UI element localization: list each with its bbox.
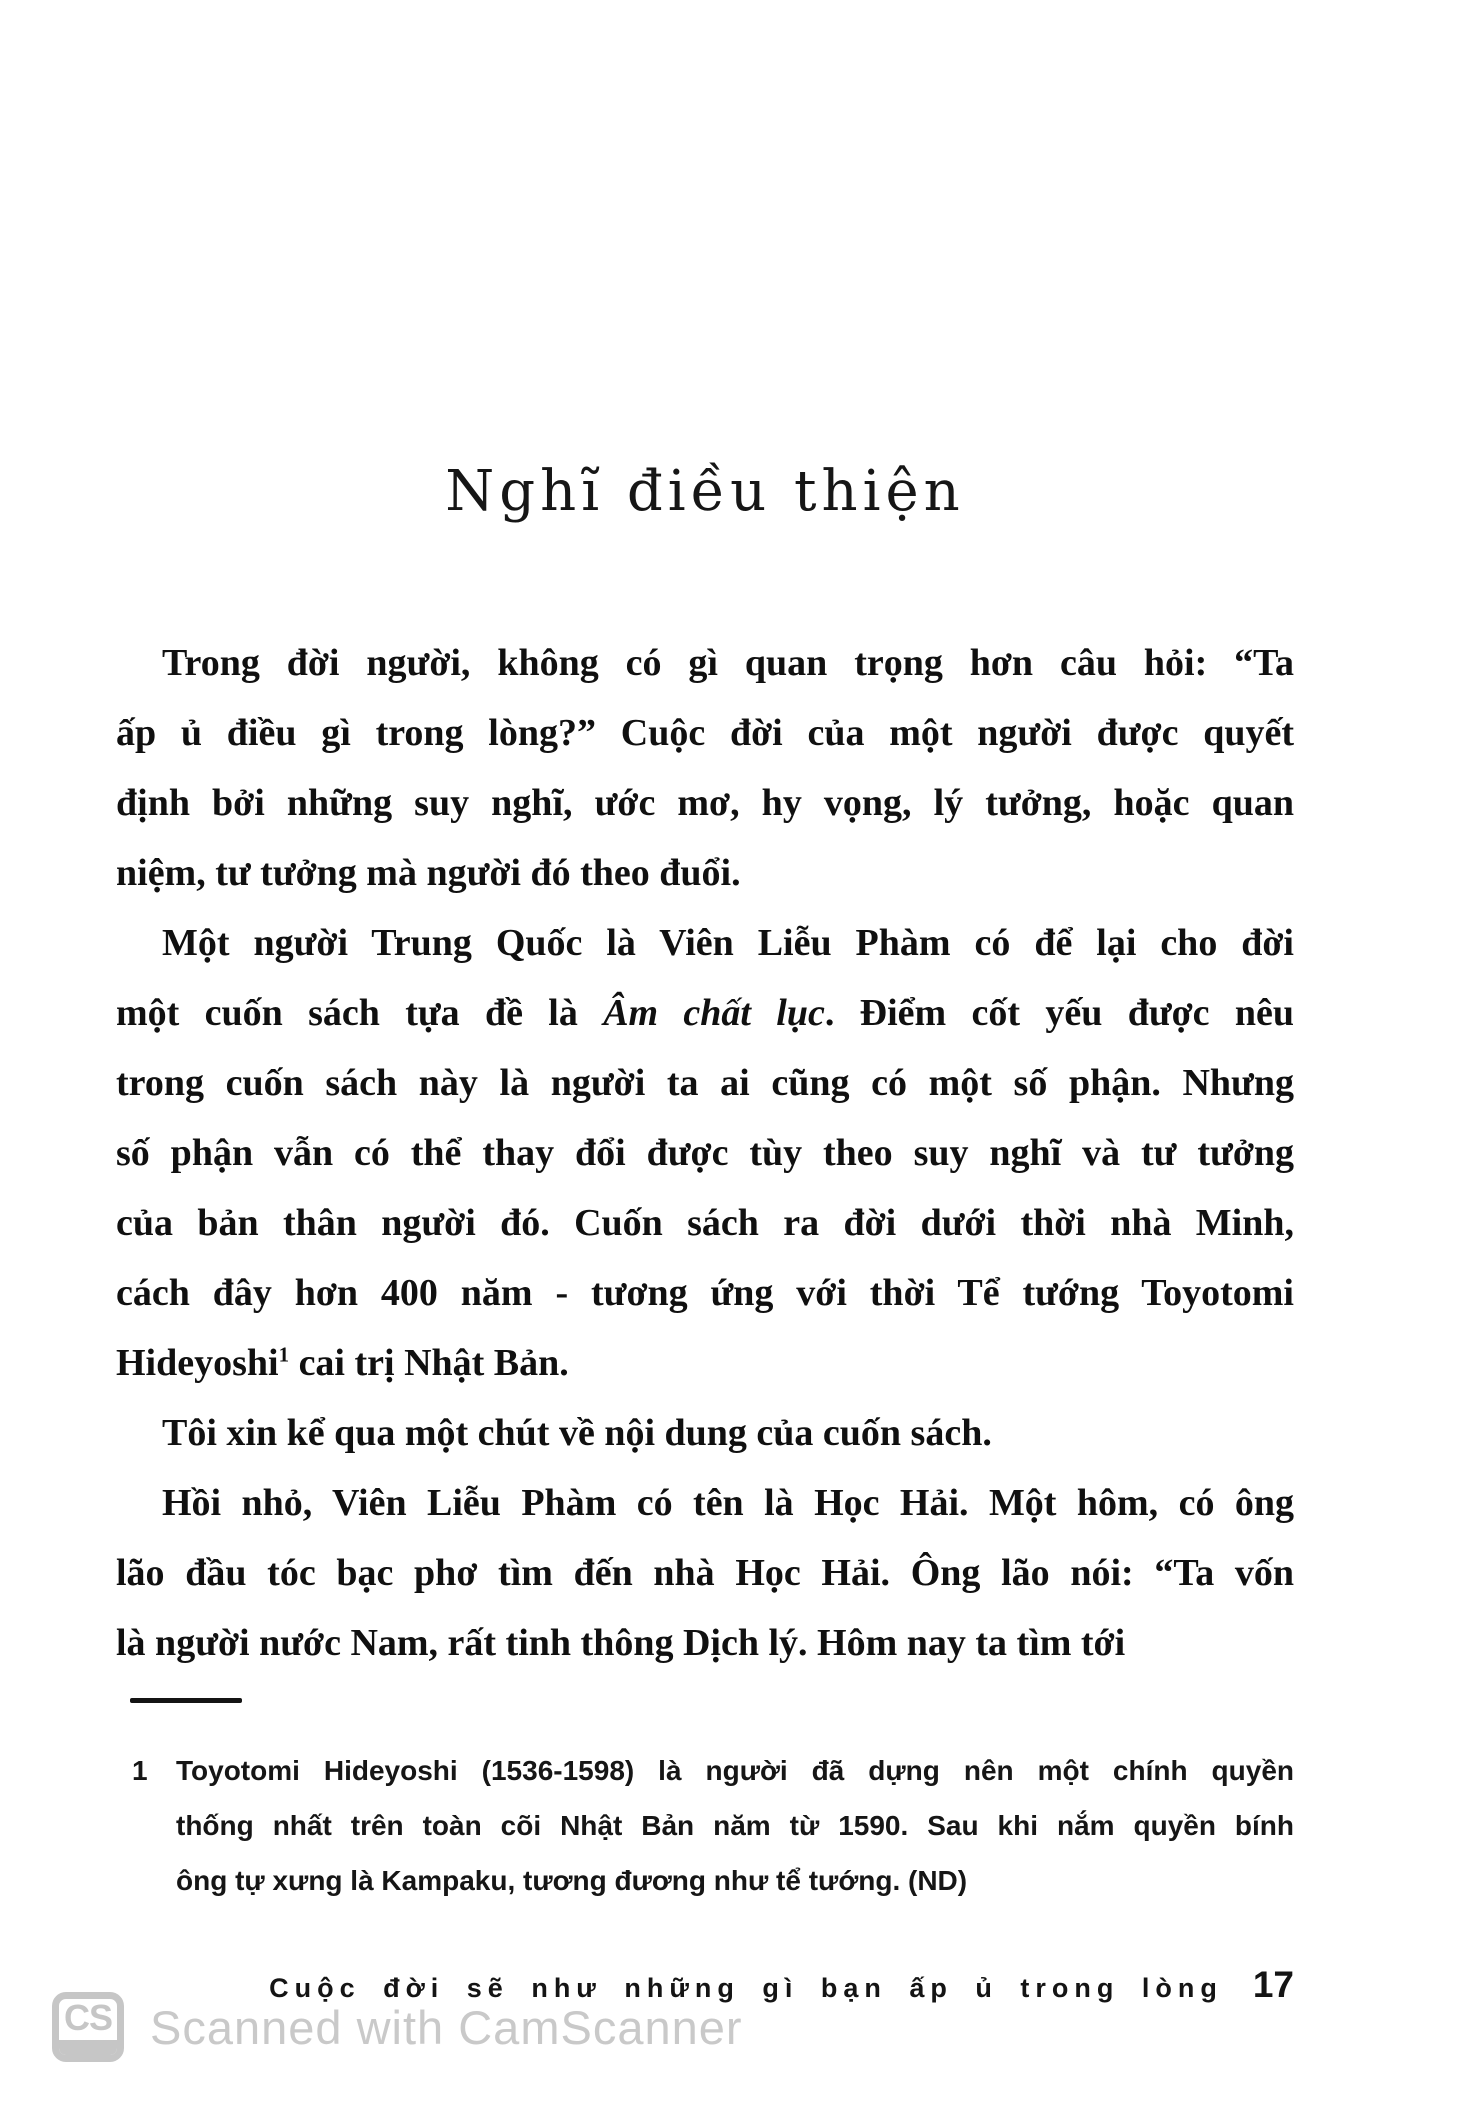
paragraph: [116, 1398, 1294, 1468]
paragraph: [116, 908, 1294, 1398]
paragraph: [116, 1468, 1294, 1678]
camscanner-logo-band: [59, 2040, 117, 2055]
text-line: Hideyoshi$^1$ cai trị Nhật Bản.: [116, 1342, 569, 1384]
page-content: [116, 452, 1294, 2006]
camscanner-logo-letters: CS: [63, 1997, 112, 2038]
text-line: ông tự xưng là Kampaku, tương đương như tể tướng. (ND): [176, 1865, 968, 1896]
footnote-divider: [130, 1698, 242, 1703]
paragraph: [116, 628, 1294, 908]
text-line: số phận vẫn có thể thay đổi được tùy theo suy nghĩ và tư tưởng: [116, 1132, 1294, 1174]
text-line: lão đầu tóc bạc phơ tìm đến nhà Học Hải. Ông lão nói: “Ta vốn: [116, 1552, 1294, 1594]
text-line: thống nhất trên toàn cõi Nhật Bản năm từ 1590. Sau khi nắm quyền bính: [176, 1810, 1294, 1841]
chapter-title: Nghĩ điều thiện: [445, 459, 965, 524]
footnote-text: [176, 1743, 1294, 1908]
watermark-text: Scanned with CamScanner: [150, 2000, 743, 2054]
text-line: Tôi xin kể qua một chút về nội dung của cuốn sách.: [162, 1412, 992, 1454]
page-number: 17: [1252, 1964, 1294, 2005]
text-line: của bản thân người đó. Cuốn sách ra đời dưới thời nhà Minh,: [116, 1202, 1294, 1244]
camscanner-logo-icon: [52, 1992, 124, 2062]
text-line: Một người Trung Quốc là Viên Liễu Phàm có để lại cho đời: [162, 922, 1294, 964]
footer-title: Cuộc đời sẽ như những gì bạn ấp ủ trong lòng: [269, 1973, 1223, 2003]
text-line: niệm, tư tưởng mà người đó theo đuổi.: [116, 852, 741, 894]
footnote-marker: 1: [132, 1755, 148, 1786]
footnote: [132, 1743, 1294, 1908]
text-line: định bởi những suy nghĩ, ước mơ, hy vọng, lý tưởng, hoặc quan: [116, 782, 1294, 824]
text-line: ấp ủ điều gì trong lòng?” Cuộc đời của một người được quyết: [116, 712, 1294, 754]
text-line: Trong đời người, không có gì quan trọng hơn câu hỏi: “Ta: [162, 642, 1294, 684]
body-text: [116, 628, 1294, 1678]
text-line: Toyotomi Hideyoshi (1536-1598) là người đã dựng nên một chính quyền: [176, 1755, 1294, 1786]
text-line: Hồi nhỏ, Viên Liễu Phàm có tên là Học Hải. Một hôm, có ông: [162, 1482, 1294, 1524]
text-line: là người nước Nam, rất tinh thông Dịch lý. Hôm nay ta tìm tới: [116, 1622, 1126, 1664]
camscanner-watermark: [52, 1992, 743, 2062]
text-line: một cuốn sách tựa đề là Âm chất lục. Điểm cốt yếu được nêu: [116, 992, 1294, 1034]
text-line: cách đây hơn 400 năm - tương ứng với thời Tể tướng Toyotomi: [116, 1272, 1294, 1314]
text-line: trong cuốn sách này là người ta ai cũng có một số phận. Nhưng: [116, 1062, 1294, 1104]
